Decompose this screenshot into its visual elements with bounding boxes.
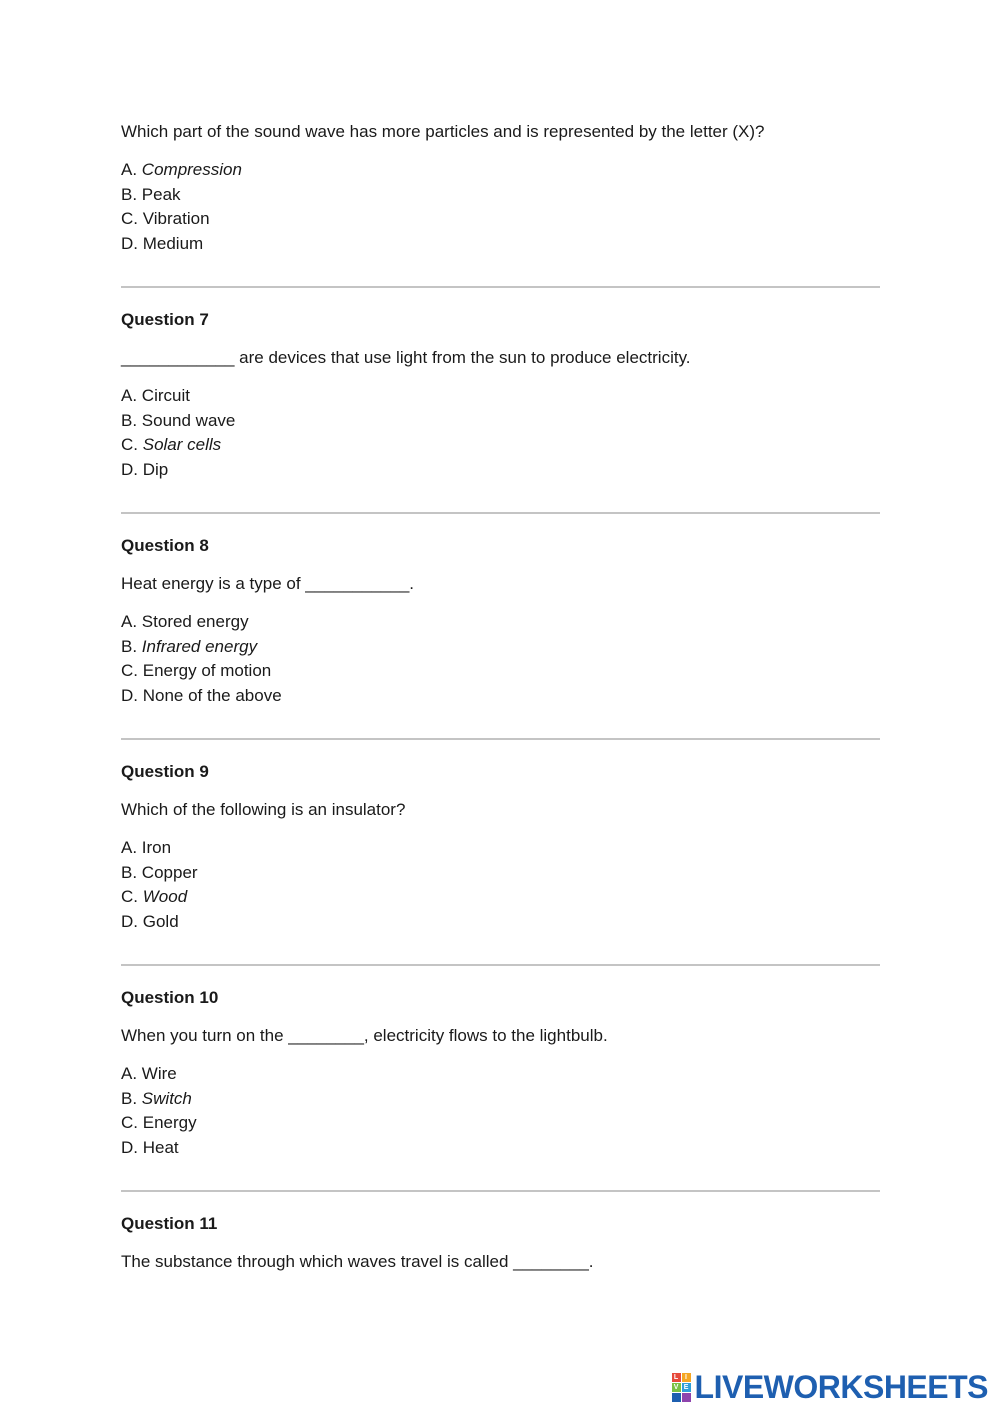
- option-label: None of the above: [142, 685, 282, 705]
- question-block: [121, 308, 880, 482]
- question-title: Question 10: [121, 988, 219, 1007]
- option-prefix: B.: [121, 184, 142, 204]
- option-prefix: D.: [121, 459, 143, 479]
- answer-options: [121, 384, 880, 482]
- option-prefix: C.: [121, 209, 143, 228]
- answer-options: [121, 158, 880, 256]
- question-title: Question 7: [121, 310, 209, 329]
- question-text: Heat energy is a type of ___________.: [121, 574, 414, 593]
- question-title: Question 8: [121, 536, 209, 555]
- answer-option: [121, 458, 880, 483]
- question-block: [121, 760, 880, 934]
- option-label: Stored energy: [141, 612, 249, 631]
- logo-mark-square: I: [682, 1373, 691, 1382]
- option-label: Switch: [141, 1088, 192, 1108]
- answer-option: [121, 1087, 880, 1112]
- option-prefix: D.: [121, 233, 143, 253]
- answer-options: [121, 610, 880, 708]
- option-label: Heat: [142, 1137, 179, 1157]
- question-block: [121, 534, 880, 708]
- option-label: Dip: [142, 459, 169, 479]
- answer-option: [121, 635, 880, 660]
- question-text: The substance through which waves travel is called ________.: [121, 1252, 594, 1271]
- question-text: Which part of the sound wave has more particles and is represented by the letter (X)?: [121, 122, 765, 141]
- option-prefix: B.: [121, 1088, 142, 1108]
- logo-mark-square: [682, 1393, 691, 1402]
- answer-option: [121, 183, 880, 208]
- question-block: [121, 1212, 880, 1274]
- answer-option: [121, 1111, 880, 1136]
- section-divider: [121, 512, 880, 514]
- answer-option: [121, 836, 880, 861]
- answer-option: [121, 610, 880, 635]
- question-title: Question 11: [121, 1214, 218, 1233]
- option-label: Wood: [142, 887, 188, 906]
- answer-options: [121, 1062, 880, 1160]
- option-prefix: D.: [121, 911, 143, 931]
- option-prefix: B.: [121, 636, 142, 656]
- answer-option: [121, 1062, 880, 1087]
- question-block: [121, 986, 880, 1160]
- logo-mark-square: V: [672, 1383, 681, 1392]
- option-prefix: D.: [121, 1137, 143, 1157]
- option-prefix: A.: [121, 160, 142, 179]
- option-prefix: A.: [121, 386, 142, 405]
- option-label: Medium: [142, 233, 204, 253]
- answer-option: [121, 1136, 880, 1161]
- logo-mark-icon: [672, 1373, 691, 1402]
- answer-options: [121, 836, 880, 934]
- option-label: Solar cells: [142, 435, 222, 454]
- option-prefix: C.: [121, 887, 143, 906]
- option-prefix: A.: [121, 612, 142, 631]
- option-prefix: C.: [121, 1113, 143, 1132]
- option-prefix: C.: [121, 435, 143, 454]
- option-label: Circuit: [141, 386, 190, 405]
- option-label: Gold: [142, 911, 179, 931]
- liveworksheets-logo: [672, 1369, 988, 1406]
- option-label: Energy of motion: [142, 661, 272, 680]
- logo-mark-square: [672, 1393, 681, 1402]
- question-text: ____________ are devices that use light from the sun to produce electricity.: [121, 348, 691, 367]
- answer-option: [121, 433, 880, 458]
- option-label: Infrared energy: [141, 636, 258, 656]
- option-label: Wire: [141, 1064, 177, 1083]
- section-divider: [121, 738, 880, 740]
- question-text: Which of the following is an insulator?: [121, 800, 406, 819]
- section-divider: [121, 286, 880, 288]
- question-block: [121, 120, 880, 256]
- option-prefix: B.: [121, 862, 142, 882]
- answer-option: [121, 158, 880, 183]
- option-label: Iron: [141, 838, 172, 857]
- option-label: Compression: [141, 160, 242, 179]
- answer-option: [121, 910, 880, 935]
- option-label: Energy: [142, 1113, 197, 1132]
- answer-option: [121, 207, 880, 232]
- option-prefix: D.: [121, 685, 143, 705]
- option-prefix: B.: [121, 410, 142, 430]
- section-divider: [121, 964, 880, 966]
- answer-option: [121, 885, 880, 910]
- logo-text: LIVEWORKSHEETS: [694, 1369, 988, 1405]
- logo-mark-square: L: [672, 1373, 681, 1382]
- section-divider: [121, 1190, 880, 1192]
- option-prefix: C.: [121, 661, 143, 680]
- option-prefix: A.: [121, 838, 142, 857]
- question-title: Question 9: [121, 762, 209, 781]
- option-label: Sound wave: [141, 410, 236, 430]
- answer-option: [121, 409, 880, 434]
- option-label: Vibration: [142, 209, 210, 228]
- answer-option: [121, 684, 880, 709]
- option-label: Copper: [141, 862, 198, 882]
- answer-option: [121, 232, 880, 257]
- question-text: When you turn on the ________, electricity flows to the lightbulb.: [121, 1026, 608, 1045]
- answer-option: [121, 659, 880, 684]
- answer-option: [121, 384, 880, 409]
- logo-mark-square: E: [682, 1383, 691, 1392]
- option-prefix: A.: [121, 1064, 142, 1083]
- option-label: Peak: [141, 184, 181, 204]
- worksheet-content: [121, 120, 880, 1274]
- answer-option: [121, 861, 880, 886]
